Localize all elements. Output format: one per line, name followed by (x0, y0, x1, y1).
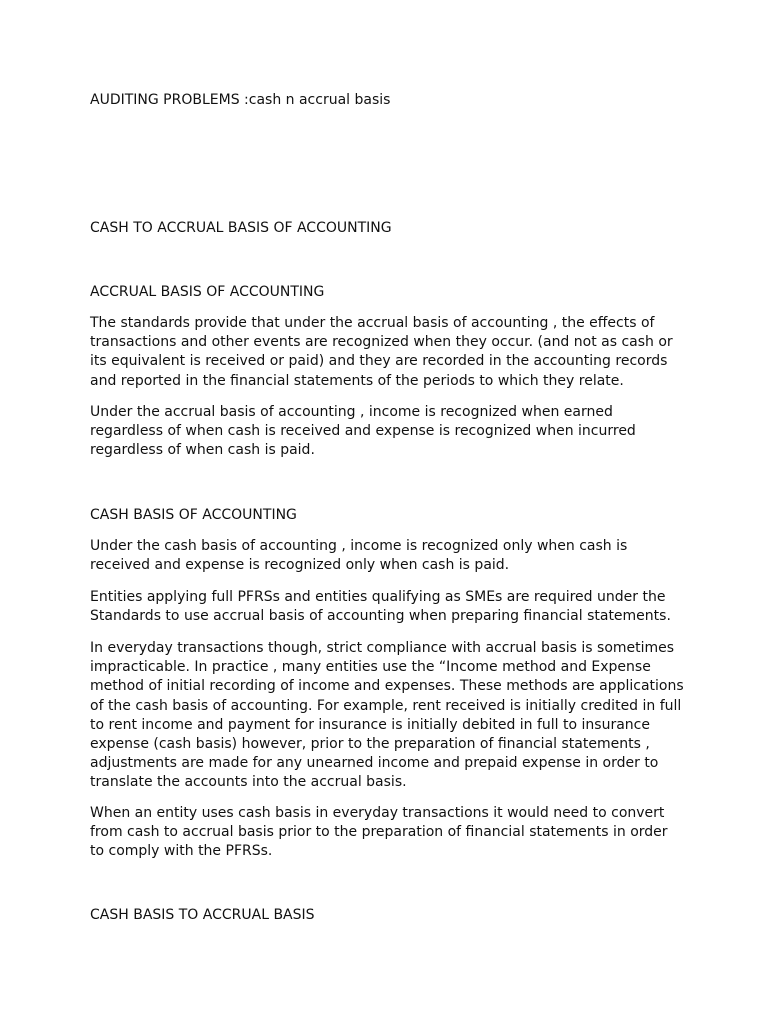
cash-paragraph-3: In everyday transactions though, strict compliance with accrual basis is sometimes impracticable. In practice , many entities use the “Income method and Expense method of initial recording of income and expenses. These methods are applications of the cash basis of accounting. For example, rent received is initially credited in full to rent income and payment for insurance is initially debited in full to insurance expense (cash basis) however, prior to the preparation of financial statements , adjustments are made for any unearned income and prepaid expense in order to translate the accounts into the accrual basis. (90, 640, 684, 791)
document-title: AUDITING PROBLEMS :cash n accrual basis (90, 92, 391, 108)
cash-to-accrual-heading: CASH BASIS TO ACCRUAL BASIS (90, 907, 315, 923)
cash-paragraph-1: Under the cash basis of accounting , income is recognized only when cash is received and expense is recognized only when cash is paid. (90, 538, 628, 574)
cash-basis-heading: CASH BASIS OF ACCOUNTING (90, 507, 297, 523)
cash-paragraph-2: Entities applying full PFRSs and entities qualifying as SMEs are required under the Standards to use accrual basis of accounting when preparing financial statements. (90, 589, 671, 625)
section-heading: CASH TO ACCRUAL BASIS OF ACCOUNTING (90, 220, 392, 236)
accrual-basis-heading: ACCRUAL BASIS OF ACCOUNTING (90, 284, 325, 300)
accrual-paragraph-2: Under the accrual basis of accounting , income is recognized when earned regardless of when cash is received and expense is recognized when incurred regardless of when cash is paid. (90, 404, 636, 459)
cash-paragraph-4: When an entity uses cash basis in everyday transactions it would need to convert from cash to accrual basis prior to the preparation of financial statements in order to comply with the PFRSs. (90, 805, 668, 860)
accrual-paragraph-1: The standards provide that under the accrual basis of accounting , the effects of transactions and other events are recognized when they occur. (and not as cash or its equivalent is received or paid) and they are recorded in the accounting records and reported in the financial statements of the periods to which they relate. (90, 315, 673, 389)
